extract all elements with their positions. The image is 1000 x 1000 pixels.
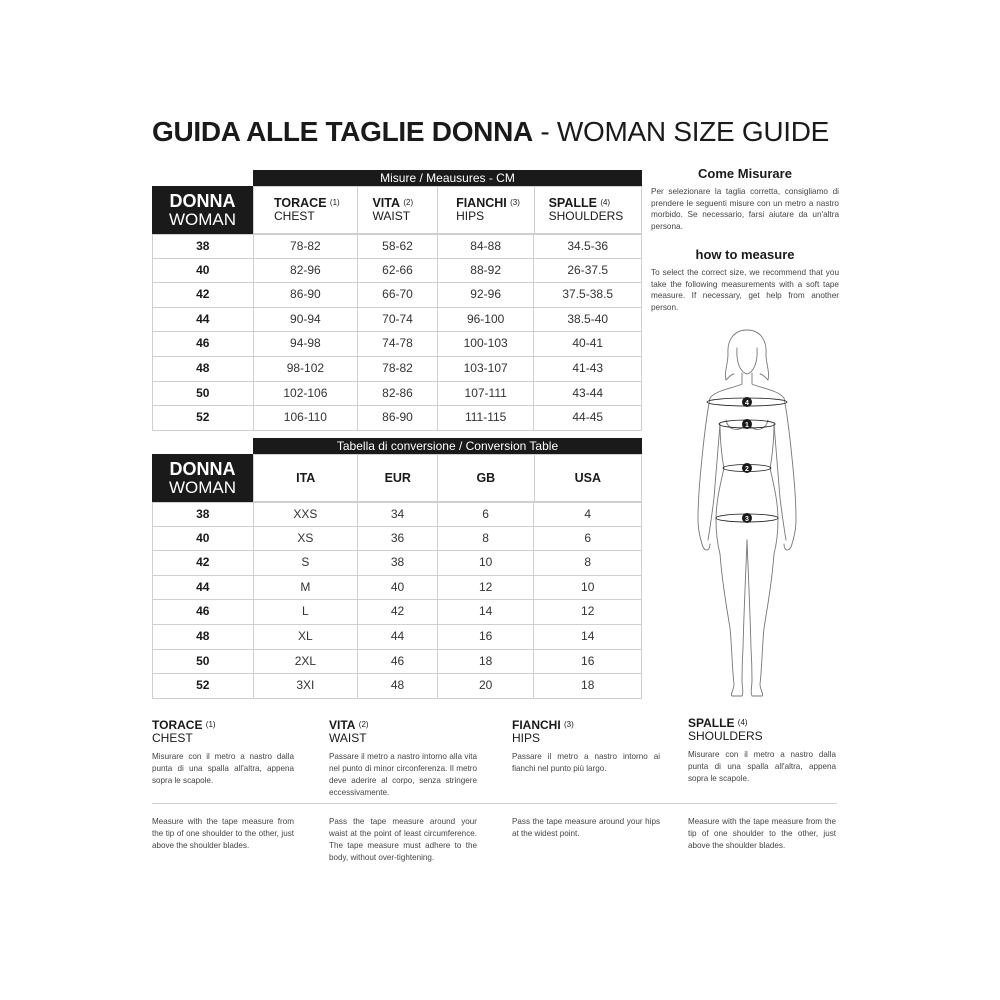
measures-table-corner [152, 186, 253, 234]
measures-table-value-cell: 26-37.5 [567, 262, 609, 277]
how-to-measure-title-it: Come Misurare [698, 166, 792, 181]
conversion-table-value-cell: 10 [438, 551, 535, 575]
conversion-table-value-cell: 8 [584, 555, 592, 570]
conversion-table-value-cell: 6 [438, 503, 535, 526]
note-shoulders-text-it: Misurare con il metro a nastro dalla punta di una spalla all'altra, appena sopra le scapole. [688, 750, 836, 783]
header-waist: VITA $^{(2)}$ WAIST [358, 187, 438, 233]
header-usa: USA [574, 471, 601, 485]
measures-table-size-cell: 50 [153, 382, 254, 406]
note-chest [152, 718, 294, 850]
measures-table-value-cell: 98-102 [254, 357, 359, 381]
conversion-table-header [253, 454, 642, 502]
marker-2: 2 [745, 466, 749, 473]
conversion-table-value-cell: XXS [254, 503, 359, 526]
corner-donna: DONNA [169, 459, 236, 479]
measures-table-value-cell: 70-74 [358, 308, 438, 332]
conversion-table-value-cell: 16 [581, 653, 595, 668]
note-hips-title: FIANCHI $^{(3)}$ HIPS [512, 718, 574, 745]
note-hips-text-en: Pass the tape measure around your hips at the widest point. [512, 817, 660, 838]
measures-table-row [152, 259, 642, 284]
header-hips: FIANCHI $^{(3)}$ HIPS [438, 187, 535, 233]
measures-table-size-cell: 42 [153, 283, 254, 307]
conversion-table-row [152, 576, 642, 601]
note-chest-text-it: Misurare con il metro a nastro dalla punta di una spalla all'altra, appena sopra le scapole. [152, 752, 294, 785]
measures-table-value-cell: 84-88 [438, 235, 535, 258]
marker-4: 4 [745, 400, 749, 407]
header-ita: ITA [254, 455, 358, 501]
measures-table-value-cell: 82-96 [254, 259, 359, 283]
measures-table-value-cell: 78-82 [358, 357, 438, 381]
measures-table-value-cell: 88-92 [438, 259, 535, 283]
measure-markers [742, 397, 752, 523]
measures-table-caption: Misure / Meausures - CM [253, 170, 642, 186]
conversion-table-value-cell: S [254, 551, 359, 575]
measures-table-value-cell: 103-107 [438, 357, 535, 381]
conversion-table-value-cell: XS [254, 527, 359, 551]
measures-table-row [152, 308, 642, 333]
note-hips-text-it: Passare il metro a nastro intorno ai fianchi nel punto più largo. [512, 752, 660, 773]
conversion-table-value-cell: 12 [581, 604, 595, 619]
measures-table-value-cell: 96-100 [438, 308, 535, 332]
measures-table-value-cell: 41-43 [572, 360, 604, 375]
measures-table-value-cell: 86-90 [254, 283, 359, 307]
measures-table-value-cell: 66-70 [358, 283, 438, 307]
measures-table-row [152, 406, 642, 431]
conversion-table-corner [152, 454, 253, 502]
conversion-table-row [152, 527, 642, 552]
measures-table-value-cell: 43-44 [572, 385, 604, 400]
marker-1: 1 [745, 422, 749, 429]
measures-table-row [152, 283, 642, 308]
note-waist-title: VITA $^{(2)}$ WAIST [329, 718, 369, 745]
how-to-measure-it [651, 166, 839, 232]
measures-table-value-cell: 90-94 [254, 308, 359, 332]
how-to-measure-title-en: how to measure [695, 247, 795, 262]
header-gb: GB [438, 455, 535, 501]
measures-table-body [152, 234, 642, 431]
note-waist-text-en: Pass the tape measure around your waist at the point of least circumference. The tape measure must adhere to the body, without over-tightening. [329, 817, 477, 862]
conversion-table-value-cell: 48 [358, 674, 438, 698]
note-chest-title: TORACE $^{(1)}$ CHEST [152, 718, 216, 745]
page-title [152, 116, 852, 148]
measures-table-row [152, 332, 642, 357]
conversion-table-value-cell: 46 [358, 650, 438, 674]
conversion-table-size-cell: 42 [153, 551, 254, 575]
conversion-table-value-cell: 36 [358, 527, 438, 551]
measures-table-size-cell: 46 [153, 332, 254, 356]
corner-donna: DONNA [169, 191, 236, 211]
note-hips [512, 718, 660, 838]
conversion-table-row [152, 600, 642, 625]
measures-table-value-cell: 62-66 [358, 259, 438, 283]
note-waist [329, 718, 477, 862]
measures-table-value-cell: 40-41 [572, 336, 604, 351]
measures-table-row [152, 382, 642, 407]
conversion-table-size-cell: 44 [153, 576, 254, 600]
how-to-measure-text-en: To select the correct size, we recommend that you take the following measurements with a soft tape measure. If necessary, get help from another person. [651, 268, 839, 312]
conversion-table-value-cell: 3XI [254, 674, 359, 698]
note-chest-text-en: Measure with the tape measure from the tip of one shoulder to the other, just above the shoulder blades. [152, 817, 294, 850]
measures-table-value-cell: 100-103 [438, 332, 535, 356]
conversion-table-value-cell: 18 [581, 678, 595, 693]
measures-table-row [152, 357, 642, 382]
measures-table-size-cell: 48 [153, 357, 254, 381]
measures-table-value-cell: 34.5-36 [567, 239, 609, 253]
how-to-measure-en [651, 247, 839, 313]
conversion-table-value-cell: 6 [584, 530, 592, 545]
measures-table-size-cell: 52 [153, 406, 254, 430]
woman-silhouette-icon [690, 328, 810, 700]
conversion-table-value-cell: 12 [438, 576, 535, 600]
measures-table-value-cell: 107-111 [438, 382, 535, 406]
measures-table-value-cell: 37.5-38.5 [562, 287, 614, 302]
header-chest: TORACE $^{(1)}$ CHEST [254, 187, 358, 233]
conversion-table-caption: Tabella di conversione / Conversion Table [253, 438, 642, 454]
measures-table-value-cell: 94-98 [254, 332, 359, 356]
how-to-measure-text-it: Per selezionare la taglia corretta, consigliamo di prendere le seguenti misure con un metro a nastro morbido. Se necessario, farsi aiutare da un'altra persona. [651, 187, 839, 231]
notes-divider [152, 803, 837, 804]
conversion-table-body [152, 502, 642, 699]
conversion-table-value-cell: 4 [584, 507, 592, 521]
measures-table-size-cell: 40 [153, 259, 254, 283]
measures-table-value-cell: 86-90 [358, 406, 438, 430]
measures-table-value-cell: 78-82 [254, 235, 359, 258]
measures-table-size-cell: 38 [153, 235, 254, 258]
conversion-table-value-cell: 18 [438, 650, 535, 674]
conversion-table-value-cell: 8 [438, 527, 535, 551]
conversion-table-value-cell: M [254, 576, 359, 600]
measures-table-value-cell: 38.5-40 [567, 311, 609, 326]
note-shoulders-text-en: Measure with the tape measure from the tip of one shoulder to the other, just above the shoulder blades. [688, 817, 836, 850]
note-waist-text-it: Passare il metro a nastro intorno alla vita nel punto di minor circonferenza. Il metro deve aderire al corpo, senza stringere eccessivamente. [329, 752, 477, 797]
conversion-table-value-cell: 20 [438, 674, 535, 698]
measures-table-header [253, 186, 642, 234]
measures-table-value-cell: 92-96 [438, 283, 535, 307]
conversion-table-value-cell: 14 [438, 600, 535, 624]
conversion-table-row [152, 551, 642, 576]
header-shoulders: SPALLE $^{(4)}$ SHOULDERS [548, 196, 624, 223]
conversion-table-size-cell: 50 [153, 650, 254, 674]
note-shoulders-title: SPALLE $^{(4)}$ SHOULDERS [688, 716, 763, 743]
conversion-table-value-cell: 16 [438, 625, 535, 649]
measures-table-value-cell: 58-62 [358, 235, 438, 258]
conversion-table-value-cell: 44 [358, 625, 438, 649]
conversion-table-size-cell: 38 [153, 503, 254, 526]
conversion-table-value-cell: 10 [581, 579, 595, 594]
measures-table-value-cell: 106-110 [254, 406, 359, 430]
body-measurement-figure [690, 328, 810, 700]
conversion-table-value-cell: 42 [358, 600, 438, 624]
measures-table-row [152, 234, 642, 259]
conversion-table-value-cell: 14 [581, 628, 595, 643]
marker-3: 3 [745, 516, 749, 523]
conversion-table-size-cell: 52 [153, 674, 254, 698]
conversion-table-value-cell: 34 [358, 503, 438, 526]
page-title-main: GUIDA ALLE TAGLIE DONNA [152, 116, 533, 147]
measures-table-value-cell: 74-78 [358, 332, 438, 356]
conversion-table-row [152, 625, 642, 650]
header-eur: EUR [358, 455, 438, 501]
corner-woman: WOMAN [168, 478, 237, 497]
page-title-sub: - WOMAN SIZE GUIDE [532, 116, 830, 147]
conversion-table-size-cell: 48 [153, 625, 254, 649]
measures-table-size-cell: 44 [153, 308, 254, 332]
measures-table-value-cell: 44-45 [572, 410, 604, 425]
note-shoulders [688, 716, 836, 850]
conversion-table-row [152, 650, 642, 675]
conversion-table-value-cell: 2XL [254, 650, 359, 674]
conversion-table-value-cell: 40 [358, 576, 438, 600]
conversion-table-value-cell: XL [254, 625, 359, 649]
conversion-table-row [152, 502, 642, 527]
measures-table-value-cell: 102-106 [254, 382, 359, 406]
measures-table-value-cell: 82-86 [358, 382, 438, 406]
conversion-table-value-cell: L [254, 600, 359, 624]
measures-table-value-cell: 111-115 [438, 406, 535, 430]
conversion-table-size-cell: 46 [153, 600, 254, 624]
conversion-table-size-cell: 40 [153, 527, 254, 551]
corner-woman: WOMAN [168, 210, 237, 229]
conversion-table-row [152, 674, 642, 699]
conversion-table-value-cell: 38 [358, 551, 438, 575]
